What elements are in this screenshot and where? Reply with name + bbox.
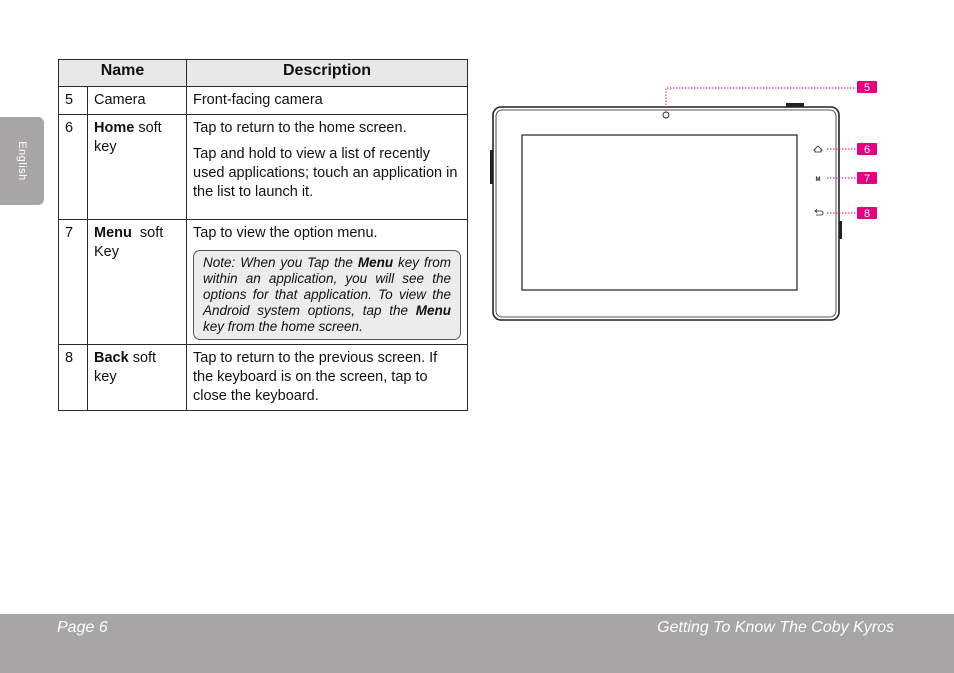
tablet-screen [522, 135, 797, 290]
section-title: Getting To Know The Coby Kyros [657, 619, 894, 636]
item-name-bold: Back [94, 350, 129, 366]
item-description [187, 115, 468, 220]
name-column-header: Name [59, 60, 187, 87]
item-name-text: soft Key [94, 225, 168, 260]
item-name-text: Camera [94, 92, 146, 108]
item-description [187, 87, 468, 115]
item-name [88, 345, 187, 411]
note-bold-text: Menu [357, 255, 394, 270]
note-text: Note: When you Tap the [203, 255, 358, 270]
item-name [88, 87, 187, 115]
svg-text:5: 5 [863, 82, 871, 94]
note-text: key from within an application, you will see the options for that application. To view the Android system options, tap the [203, 255, 452, 318]
item-name [88, 220, 187, 345]
description-text: Tap to return to the home screen. [193, 120, 407, 136]
item-number: 7 [59, 220, 88, 345]
item-name-text: soft key [94, 350, 157, 385]
description-text: Tap to view the option menu. [193, 225, 378, 241]
note-text: key from the home screen. [203, 319, 363, 334]
note-box [193, 250, 461, 340]
table-row [59, 87, 468, 115]
description-text: Tap and hold to view a list of recently used applications; touch an application in the list to launch it. [193, 146, 458, 200]
table-row [59, 220, 468, 345]
item-number: 5 [59, 87, 88, 115]
language-tab-label: English [16, 141, 28, 181]
language-tab[interactable] [0, 117, 44, 205]
table-row [59, 115, 468, 220]
svg-text:8: 8 [863, 208, 871, 220]
callout-6 [857, 143, 877, 156]
svg-text:M: M [815, 177, 821, 183]
menu-key-icon[interactable] [816, 177, 821, 183]
item-name [88, 115, 187, 220]
item-number: 8 [59, 345, 88, 411]
page-footer [0, 614, 954, 673]
description-text: Front-facing camera [193, 92, 323, 108]
callout-5 [857, 81, 877, 94]
item-name-text: soft key [94, 120, 162, 155]
tablet-diagram [485, 75, 885, 325]
item-description [187, 220, 468, 345]
note-bold-text: Menu [415, 303, 451, 318]
callout-7 [857, 172, 877, 185]
page-number: Page 6 [57, 619, 108, 636]
item-name-bold: Home [94, 120, 135, 136]
item-description [187, 345, 468, 411]
components-table [58, 59, 468, 411]
svg-text:6: 6 [863, 144, 871, 156]
item-name-bold: Menu [94, 225, 132, 241]
table-row [59, 345, 468, 411]
description-text: Tap to return to the previous screen. If the keyboard is on the screen, tap to close the keyboard. [193, 350, 438, 404]
table-header-row [59, 60, 468, 87]
description-column-header: Description [187, 60, 468, 87]
svg-text:7: 7 [863, 173, 871, 185]
callout-8 [857, 207, 877, 220]
item-number: 6 [59, 115, 88, 220]
